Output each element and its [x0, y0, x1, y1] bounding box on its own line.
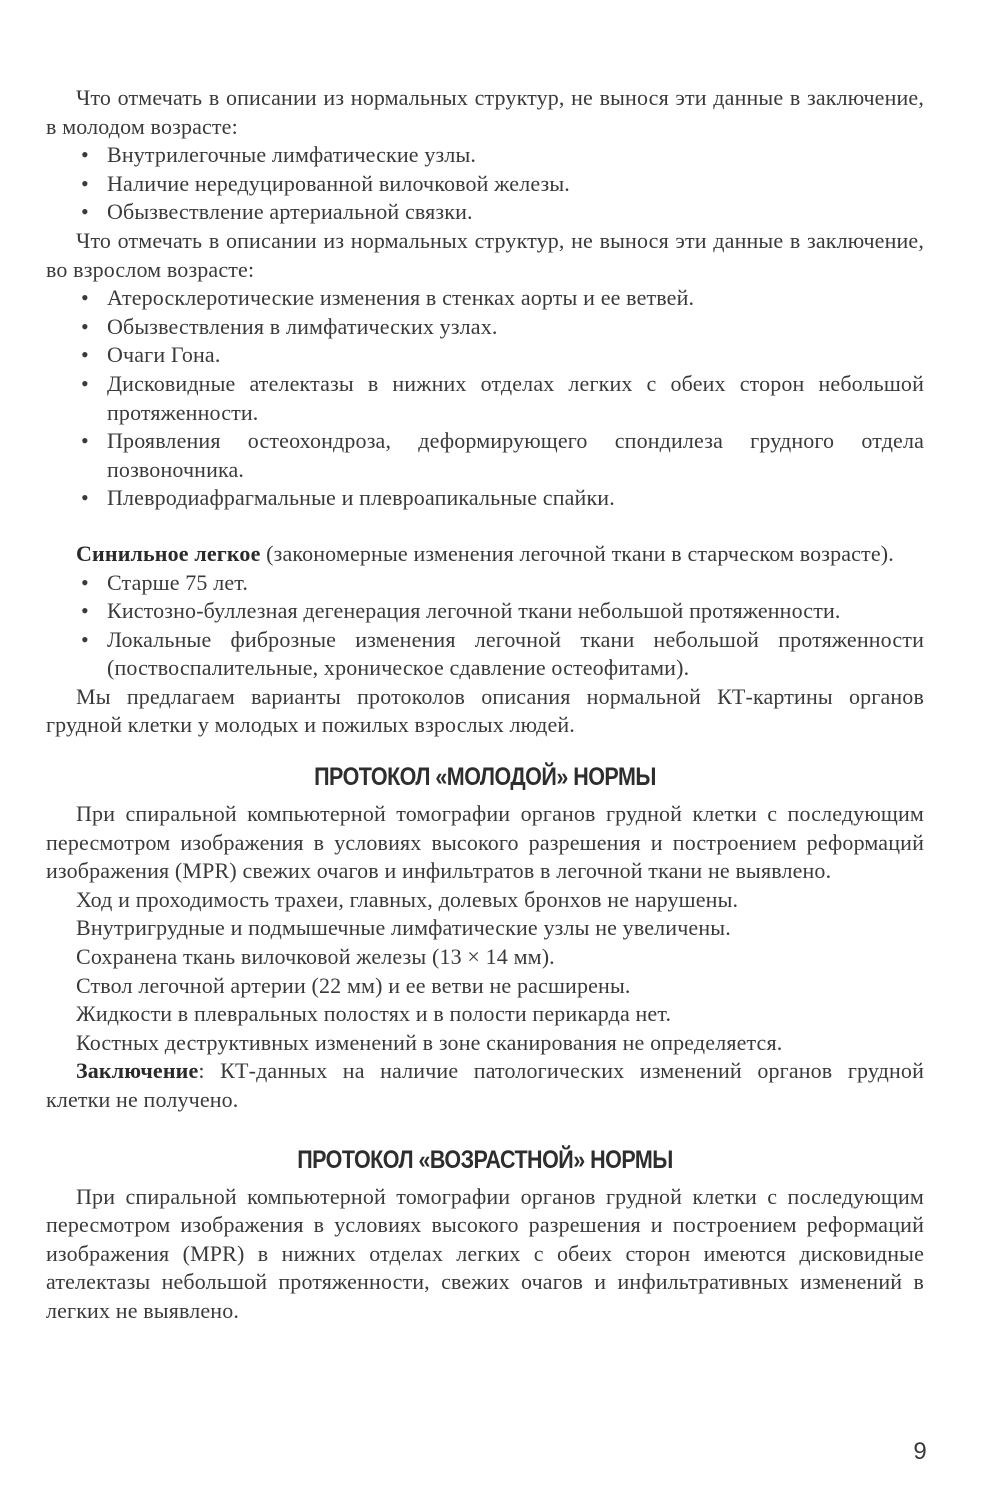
senile-lung-term: Синильное легкое — [76, 540, 261, 566]
list-item: • Наличие нередуцированной вилочковой железы. — [107, 170, 924, 199]
protocol-young-paragraph: При спиральной компьютерной томографии органов грудной клетки с последующим пересмотром изображения в условиях высокого разрешения и построением реформаций изображения (MPR) свежих очагов и инфильтратов в легочной ткани не выявлено. — [46, 801, 924, 884]
protocol-age-paragraph: При спиральной компьютерной томографии органов грудной клетки с последующим пересмотром изображения в условиях высокого разрешения и построением реформаций изображения (MPR) в нижних отделах легких с обеих сторон имеются дисковидные ателектазы небольшой протяженности, свежих очагов и инфильтративных изменений в легких не выявлено. — [46, 1183, 924, 1323]
protocol-young-paragraph: Костных деструктивных изменений в зоне сканирования не определяется. — [76, 1029, 783, 1055]
list-item: • Внутрилегочные лимфатические узлы. — [107, 141, 924, 170]
conclusion-text: : КТ-данных на наличие патологических изменений органов грудной клетки не получено. — [46, 1058, 924, 1112]
senile-findings-list — [46, 569, 924, 683]
protocol-young-paragraph: Сохранена ткань вилочковой железы (13 × 14 мм). — [76, 944, 555, 970]
intro-young-paragraph: Что отмечать в описании из нормальных структур, не вынося эти данные в заключение, в молодом возрасте: — [46, 85, 924, 139]
page-number: 9 — [913, 1438, 927, 1465]
list-item: • Атеросклеротические изменения в стенках аорты и ее ветвей. — [107, 284, 924, 313]
protocol-young-heading: ПРОТОКОЛ «МОЛОДОЙ» НОРМЫ — [314, 763, 656, 792]
list-item: • Дисковидные ателектазы в нижних отделах легких с обеих сторон небольшой протяженности. — [107, 370, 924, 427]
senile-lung-definition: (закономерные изменения легочной ткани в старческом возрасте). — [260, 540, 894, 566]
protocol-age-heading: ПРОТОКОЛ «ВОЗРАСТНОЙ» НОРМЫ — [297, 1145, 673, 1174]
conclusion-label: Заключение — [76, 1058, 199, 1084]
list-item: • Плевродиафрагмальные и плевроапикальные спайки. — [107, 484, 924, 513]
list-item: • Очаги Гона. — [107, 341, 924, 370]
adult-findings-list — [46, 284, 924, 513]
protocol-young-paragraph: Ход и проходимость трахеи, главных, долевых бронхов не нарушены. — [76, 886, 739, 912]
protocol-young-conclusion — [46, 1057, 924, 1114]
list-item: • Кистозно-буллезная дегенерация легочной ткани небольшой протяженности. — [107, 597, 924, 626]
list-item: • Обызвествление артериальной связки. — [107, 198, 924, 227]
protocol-young-paragraph: Ствол легочной артерии (22 мм) и ее ветви не расширены. — [76, 972, 631, 998]
list-item: • Локальные фиброзные изменения легочной ткани небольшой протяженности (поствоспалительные, хроническое сдавление остеофитами). — [107, 626, 924, 683]
list-item: • Проявления остеохондроза, деформирующего спондилеза грудного отдела позвоночника. — [107, 427, 924, 484]
senile-lung-paragraph — [46, 540, 924, 569]
protocol-young-paragraph: Внутригрудные и подмышечные лимфатические узлы не увеличены. — [76, 915, 731, 941]
list-item: • Старше 75 лет. — [107, 569, 924, 598]
young-findings-list — [46, 141, 924, 227]
protocol-young-paragraph: Жидкости в плевральных полостях и в полости перикарда нет. — [76, 1001, 672, 1027]
list-item: • Обызвествления в лимфатических узлах. — [107, 313, 924, 342]
page-body — [46, 84, 924, 1326]
intro-adult-paragraph: Что отмечать в описании из нормальных структур, не вынося эти данные в заключение, во взрослом возрасте: — [46, 227, 924, 282]
offer-paragraph: Мы предлагаем варианты протоколов описания нормальной КТ-картины органов грудной клетки у молодых и пожилых взрослых людей. — [46, 683, 924, 738]
